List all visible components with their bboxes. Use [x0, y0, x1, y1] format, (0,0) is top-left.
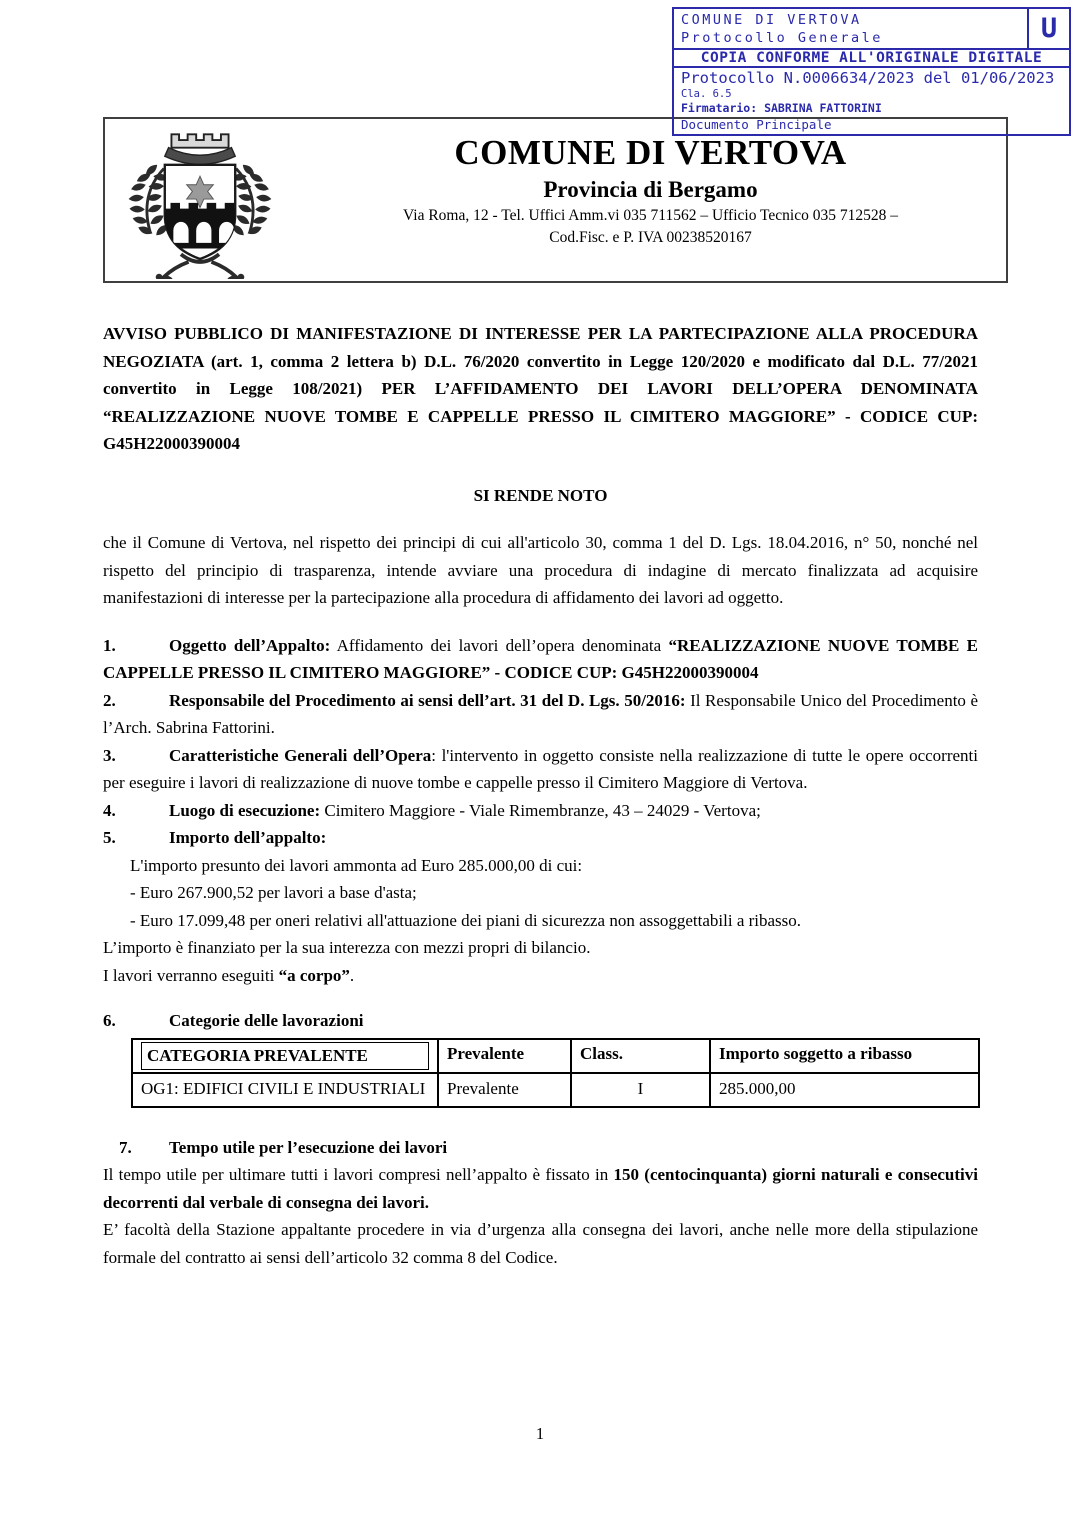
item-5-amount-safety: - Euro 17.099,48 per oneri relativi all'attuazione dei piani di sicurezza non assoggettabili a ribasso. [130, 910, 802, 930]
intro-paragraph: che il Comune di Vertova, nel rispetto dei principi di cui all'articolo 30, comma 1 del D. Lgs. 18.04.2016, n° 50, nonché nel rispetto del principio di trasparenza, intende avviare una procedura di indagine di mercato finalizzata ad acquisire manifestazioni di interesse per la partecipazione alla procedura di affidamento dei lavori ad oggetto. [103, 533, 978, 607]
municipal-letterhead [103, 117, 1008, 283]
section-7 [103, 1134, 978, 1272]
item-5 [103, 824, 978, 852]
coat-of-arms [105, 119, 295, 281]
header-importo: Importo soggetto a ribasso [710, 1039, 979, 1073]
item-6-label: Categorie delle lavorazioni [169, 1011, 364, 1030]
items-list [103, 632, 978, 990]
header-categoria-prevalente: CATEGORIA PREVALENTE [132, 1039, 438, 1073]
item-1-label: Oggetto dell’Appalto: [169, 635, 331, 655]
stamp-office-block [674, 9, 1027, 48]
stamp-signer: Firmatario: SABRINA FATTORINI [681, 101, 882, 115]
item-1-number: 1. [103, 635, 116, 655]
section-6-heading [103, 1007, 978, 1035]
item-3-label: Caratteristiche Generali dell’Opera [169, 745, 432, 765]
page-number: 1 [535, 1424, 545, 1443]
item-5-label: Importo dell’appalto: [169, 828, 327, 847]
item-5-contract-note-bold: “a corpo” [278, 965, 350, 985]
header-prevalente: Prevalente [438, 1039, 571, 1073]
protocol-stamp [672, 7, 1071, 136]
section-7-paragraph-2: E’ facoltà della Stazione appaltante procedere in via d’urgenza alla consegna dei lavori, anche nelle more della stipulazione formale del contratto ai sensi dell’articolo 32 comma 8 del Codice. [103, 1220, 978, 1267]
section-7-heading [103, 1134, 978, 1162]
item-2-text: Il Responsabile Unico del Procedimento è l’Arch. Sabrina Fattorini. [103, 690, 978, 737]
section-7-paragraph-1 [103, 1161, 978, 1216]
item-7-label: Tempo utile per l’esecuzione dei lavori [169, 1137, 448, 1157]
item-2-label: Responsabile del Procedimento ai sensi dell’art. 31 del D. Lgs. 50/2016: [169, 690, 686, 710]
item-5-contract-note-end: . [349, 965, 355, 985]
works-categories-table [131, 1038, 980, 1108]
address-line-2: Cod.Fisc. e P. IVA 00238520167 [549, 229, 752, 246]
stamp-document-type: Documento Principale [681, 117, 832, 132]
stamp-classification: Cla. 6.5 [681, 88, 732, 100]
notice-subtitle: SI RENDE NOTO [473, 485, 608, 505]
stamp-office-name: COMUNE DI VERTOVA [681, 12, 862, 28]
stamp-copy-banner: COPIA CONFORME ALL'ORIGINALE DIGITALE [674, 50, 1069, 68]
section-7-p1-text: Il tempo utile per ultimare tutti i lavori compresi nell’appalto è fissato in [103, 1165, 614, 1184]
table-header-row [132, 1039, 979, 1073]
item-5-amount-total: L'importo presunto dei lavori ammonta ad Euro 285.000,00 di cui: [130, 855, 583, 875]
item-4 [103, 797, 978, 825]
item-3 [103, 742, 978, 797]
stamp-detail-block [674, 68, 1069, 134]
item-5-amount-base: - Euro 267.900,52 per lavori a base d'asta; [130, 883, 417, 902]
cell-importo: 285.000,00 [710, 1073, 979, 1107]
item-3-text: : l'intervento in oggetto consiste nella realizzazione di tutte le opere occorrenti per eseguire i lavori di realizzazione di nuove tombe e cappelle presso il Cimitero Maggiore di Vertova. [103, 745, 978, 792]
item-4-number: 4. [103, 800, 116, 820]
table-row [132, 1073, 979, 1107]
notice-title: AVVISO PUBBLICO DI MANIFESTAZIONE DI INTERESSE PER LA PARTECIPAZIONE ALLA PROCEDURA NEGOZIATA (art. 1, comma 2 lettera b) D.L. 76/2020 convertito in Legge 120/2020 e modificato dal D.L. 77/2021 convertito in Legge 108/2021) PER L’AFFIDAMENTO DEI LAVORI DELL’OPERA DENOMINATA “REALIZZAZIONE NUOVE TOMBE E CAPPELLE PRESSO IL CIMITERO MAGGIORE” - CODICE CUP: G45H22000390004 [103, 324, 978, 453]
header-class: Class. [571, 1039, 710, 1073]
item-4-text: Cimitero Maggiore - Viale Rimembranze, 43 – 24029 - Vertova; [320, 800, 761, 820]
province-name: Provincia di Bergamo [543, 177, 758, 202]
stamp-corner-letter: U [1027, 9, 1069, 48]
cell-class: I [571, 1073, 710, 1107]
stamp-office-unit: Protocollo Generale [681, 30, 883, 46]
letterhead-text [295, 119, 1006, 281]
item-5-contract-note-text: I lavori verranno eseguiti [103, 965, 279, 985]
item-5-funding-note: L’importo è finanziato per la sua interezza con mezzi propri di bilancio. [103, 938, 591, 957]
item-1 [103, 632, 978, 687]
cell-category: OG1: EDIFICI CIVILI E INDUSTRIALI [132, 1073, 438, 1107]
item-6-number: 6. [103, 1011, 116, 1030]
item-4-label: Luogo di esecuzione: [169, 800, 321, 820]
item-5-contract-note [103, 962, 978, 990]
item-2-number: 2. [103, 690, 116, 710]
item-2 [103, 687, 978, 742]
address-line-1: Via Roma, 12 - Tel. Uffici Amm.vi 035 711562 – Ufficio Tecnico 035 712528 – [403, 207, 898, 224]
stamp-header-row [674, 9, 1069, 50]
item-3-number: 3. [103, 745, 116, 765]
coat-of-arms-icon [114, 121, 286, 279]
cell-prevalente: Prevalente [438, 1073, 571, 1107]
section-7-p1-bold: 150 (centocinquanta) giorni naturali e consecutivi decorrenti dal verbale di consegna dei lavori. [103, 1165, 978, 1212]
stamp-protocol-number: Protocollo N.0006634/2023 del 01/06/2023 [681, 69, 1055, 87]
item-1-bold-text: “REALIZZAZIONE NUOVE TOMBE E CAPPELLE PRESSO IL CIMITERO MAGGIORE” - CODICE CUP: G45H22000390004 [103, 635, 978, 682]
item-1-text: Affidamento dei lavori dell’opera denominata [330, 635, 669, 655]
document-body [103, 320, 978, 1271]
item-7-number: 7. [119, 1137, 132, 1157]
municipality-name: COMUNE DI VERTOVA [454, 133, 847, 172]
item-5-number: 5. [103, 828, 116, 847]
